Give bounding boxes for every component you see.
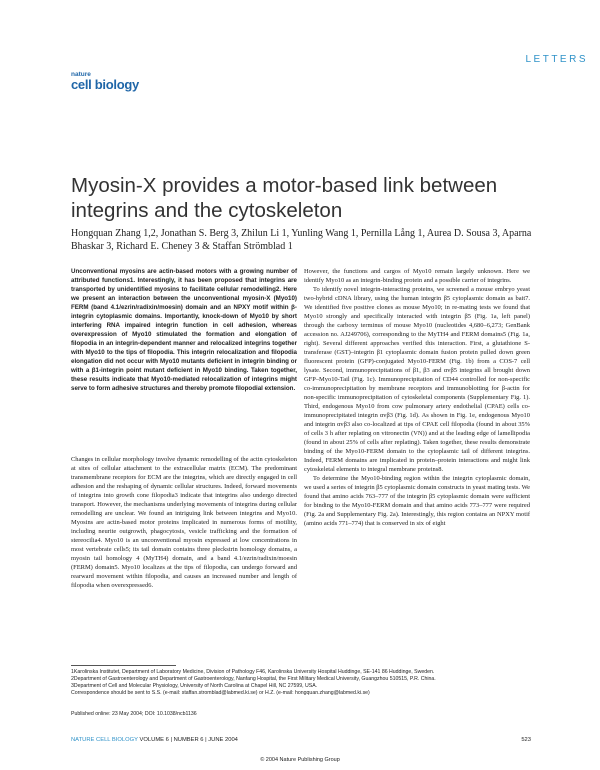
- body-paragraph: Changes in cellular morphology involve dynamic remodelling of the actin cytoskeleton at sites of cellular attachment to the extracellular matrix (ECM). The predominant transmembrane receptors for ECM are the integrins, which are directly engaged in cell adhesion and the reshaping of dynamic cellular structures. Indeed, forward movements of integrins into growth cone filopodia3 indicate that integrins also undergo directed transport. However, the mechanisms underlying movements of integrins during cellular remodelling are unclear. We found an intriguing link between integrins and Myo10. Myosins are actin-based motor proteins implicated in numerous forms of motility, including neurite outgrowth, phagocytosis, vesicle trafficking and the formation of stereocilia4. Myo10 is an unconventional myosin expressed at low concentrations in most vertebrate cells5; its tail domain contains three pleckstrin homology domains, a myosin tail homology 4 (MyTH4) domain, and a band 4.1/ezrin/radixin/moesin (FERM) domain5. Myo10 localizes at the tips of filopodia, can undergo forward and rearward movement within filopodia, and causes an increased number and length of filopodia when overexpressed6.: [71, 456, 297, 589]
- correspondence-note: Correspondence should be sent to S.S. (e-mail: staffan.stromblad@labmed.ki.se) or H.Z. (e-mail: hongquan.zhang@labmed.ki.se): [71, 690, 370, 696]
- copyright-notice: © 2004 Nature Publishing Group: [260, 757, 340, 763]
- footnote-divider: [71, 665, 176, 666]
- body-paragraph: To identify novel integrin-interacting proteins, we screened a mouse embryo yeast two-hybrid cDNA library, using the human integrin β5 cytoplasmic domain as bait7. We identified five positive clones as mouse Myo10; in re-mating tests we found that Myo10 strongly and specifically interacted with integrin β5 (Fig. 1a, left panel) through the carboxy terminus of mouse Myo10 (nucleotides 4,680–6,273; GenBank accession no. AJ249706), corresponding to the MyTH4 and FERM domains5 (Fig. 1a, right). Several different approaches verified this interaction. First, a glutathione S-transferase (GST)–integrin β1 cytoplasmic domain fusion protein pulled down green fluorescent protein (GFP)-conjugated Myo10-FERM (Fig. 1b) from a COS-7 cell lysate. Second, immunoprecipitations of β1, β3 and αvβ5 integrins all brought down GFP–Myo10-Tail (Fig. 1c). Immunoprecipitation of CD44 controlled for non-specific co-immunoprecipitation by membrane receptors and immunoblotting for β-actin for non-specific immunoprecipitation of cytoskeletal components (Supplementary Fig. 1). Third, endogenous Myo10 from cow pulmonary artery endothelial (CPAE) cells co-immunoprecipitated integrin αvβ3 (Fig. 1d). As shown in Fig. 1e, endogenous Myo10 and integrin αvβ3 also co-localized at tips of CPAE cell filopodia (found in about 35% of cells 3 h after replating on vitronectin (VN)) and at the leading edge of lamellipodia (found in about 25% of cells after replating). Taken together, these results demonstrate binding of the Myo10-FERM domain to the cytoplasmic tail of different integrins. Indeed, FERM domains are implicated in protein–protein interactions and might link cytoskeletal elements to integral membrane proteins8.: [304, 286, 530, 473]
- journal-logo: [71, 71, 139, 92]
- section-label: LETTERS: [525, 54, 588, 65]
- footer-issue: VOLUME 6 | NUMBER 6 | JUNE 2004: [139, 737, 238, 743]
- article-title: Myosin-X provides a motor-based link between integrins and the cytoskeleton: [71, 174, 498, 222]
- footer-journal-name: NATURE CELL BIOLOGY: [71, 737, 138, 743]
- journal-logo-top: nature: [71, 71, 91, 78]
- footnote: 2Department of Gastroenterology and Department of Gastroenterology, Nanfang Hospital, the First Military Medical University, Guangzhou 510515, P.R. China.: [71, 676, 436, 682]
- abstract: Unconventional myosins are actin-based motors with a growing number of attributed functions1. Interestingly, it has been proposed that integrins are transported by unidentified myosins to facilitate cellular remodelling2. Here we present an interaction between the unconventional myosin-X (Myo10) FERM (band 4.1/ezrin/radixin/moesin) domain and an NPXY motif within β-integrin cytoplasmic domains. Importantly, knock-down of Myo10 by short interfering RNA impaired integrin function in cell adhesion, whereas overexpression of Myo10 stimulated the formation and elongation of filopodia in an integrin-dependent manner and relocalized integrins together with Myo10 to the tips of filopodia. This integrin relocalization and filopodia elongation did not occur with Myo10 mutants deficient in integrin binding or with a β1-integrin point mutant deficient in Myo10 binding. Taken together, these results indicate that Myo10-mediated relocalization of integrins might serve to form adhesive structures and thereby promote filopodial extension.: [71, 268, 297, 392]
- body-text-right-column: [304, 267, 530, 528]
- page-footer: [71, 737, 531, 743]
- body-text-left-column: [71, 455, 297, 590]
- body-paragraph: However, the functions and cargos of Myo10 remain largely unknown. Here we identify Myo10 as an integrin-binding protein and a possible carrier of integrins.: [304, 268, 530, 284]
- publication-info: Published online: 23 May 2004; DOI: 10.1038/ncb1136: [71, 711, 197, 717]
- affiliation-footnotes: [71, 669, 531, 697]
- footnote: 1Karolinska Institutet, Department of Laboratory Medicine, Division of Pathology F46, Karolinska University Hospital Huddinge, SE-141 86 Huddinge, Sweden.: [71, 669, 435, 675]
- footnote: 3Department of Cell and Molecular Physiology, University of North Carolina at Chapel Hill, NC 27599, USA.: [71, 683, 318, 689]
- author-list: Hongquan Zhang 1,2, Jonathan S. Berg 3, Zhilun Li 1, Yunling Wang 1, Pernilla Lång 1, Aurea D. Sousa 3, Aparna Bhaskar 3, Richard E. Cheney 3 & Staffan Strömblad 1: [71, 228, 532, 252]
- journal-logo-main: cell biology: [71, 77, 139, 92]
- page-number: 523: [521, 737, 531, 743]
- body-paragraph: To determine the Myo10-binding region within the integrin cytoplasmic domain, we used a series of integrin β5 cytoplasmic domain constructs in yeast mating tests. We found that amino acids 763–777 of the integrin β5 cytoplasmic domain were sufficient for binding to the Myo10-FERM domain and that amino acids 773–777 were required (Fig. 2a and Supplementary Fig. 2a). Interestingly, this region contains an NPXY motif (amino acids 771–774) that is conserved in six of eight: [304, 475, 530, 527]
